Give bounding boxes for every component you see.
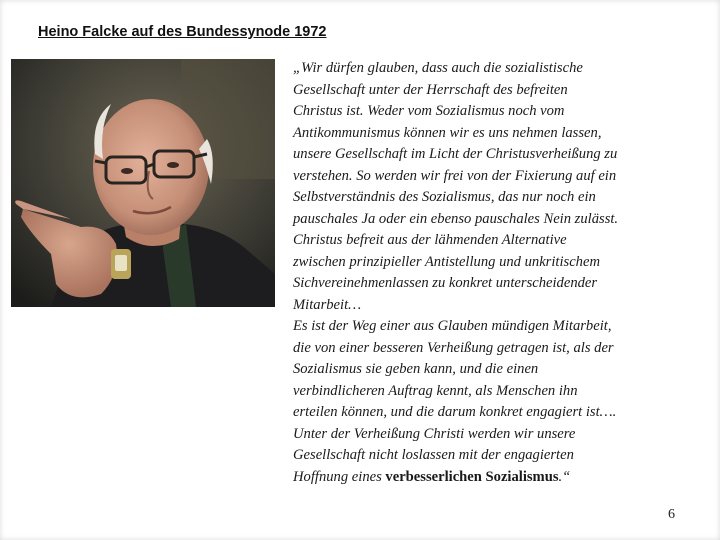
quote-line: Es ist der Weg einer aus Glauben mündigen Mitarbeit, xyxy=(293,318,612,334)
quote-text xyxy=(293,58,705,488)
quote-line: Gesellschaft unter der Herrschaft des befreiten xyxy=(293,81,568,98)
quote-line: Mitarbeit… xyxy=(293,296,362,313)
quote-line: verstehen. So werden wir frei von der Fixierung auf ein xyxy=(293,167,617,184)
slide-title: Heino Falcke auf des Bundessynode 1972 xyxy=(38,24,327,40)
portrait-photo xyxy=(11,59,275,307)
quote-line: erteilen können, und die darum konkret engagiert ist…. xyxy=(293,404,617,420)
quote-line: unsere Gesellschaft im Licht der Christusverheißung zu xyxy=(293,146,618,162)
quote-line: pauschales Ja oder ein ebenso pauschales Nein zulässt. xyxy=(293,210,619,227)
quote-line: die von einer besseren Verheißung getragen ist, als der xyxy=(293,339,614,356)
quote-line: Christus befreit aus der lähmenden Alternative xyxy=(293,232,567,248)
quote-last-suffix: .“ xyxy=(558,468,571,485)
page-number: 6 xyxy=(668,507,675,522)
quote-line: Unter der Verheißung Christi werden wir unsere xyxy=(293,425,576,442)
quote-last-line xyxy=(293,467,705,489)
quote-line: Selbstverständnis des Sozialismus, das nur noch ein xyxy=(293,189,596,205)
quote-emphasis: verbesserlichen Sozialismus xyxy=(385,468,559,485)
quote-line: verbindlicheren Auftrag kennt, als Menschen ihn xyxy=(293,382,578,399)
quote-line: Sozialismus sie geben kann, und die einen xyxy=(293,361,539,377)
quote-line: zwischen prinzipieller Antistellung und unkritischem xyxy=(293,253,600,270)
quote-line: „Wir dürfen glauben, dass auch die sozialistische xyxy=(293,60,583,76)
quote-line: Gesellschaft nicht loslassen mit der engagierten xyxy=(293,447,574,463)
quote-line: Christus ist. Weder vom Sozialismus noch vom xyxy=(293,103,565,119)
quote-line: Sichvereinehmenlassen zu konkret unterscheidender xyxy=(293,275,598,291)
quote-line: Antikommunismus können wir es uns nehmen lassen, xyxy=(293,124,602,141)
quote-last-prefix: Hoffnung eines xyxy=(293,468,386,485)
portrait-illustration xyxy=(11,59,275,307)
